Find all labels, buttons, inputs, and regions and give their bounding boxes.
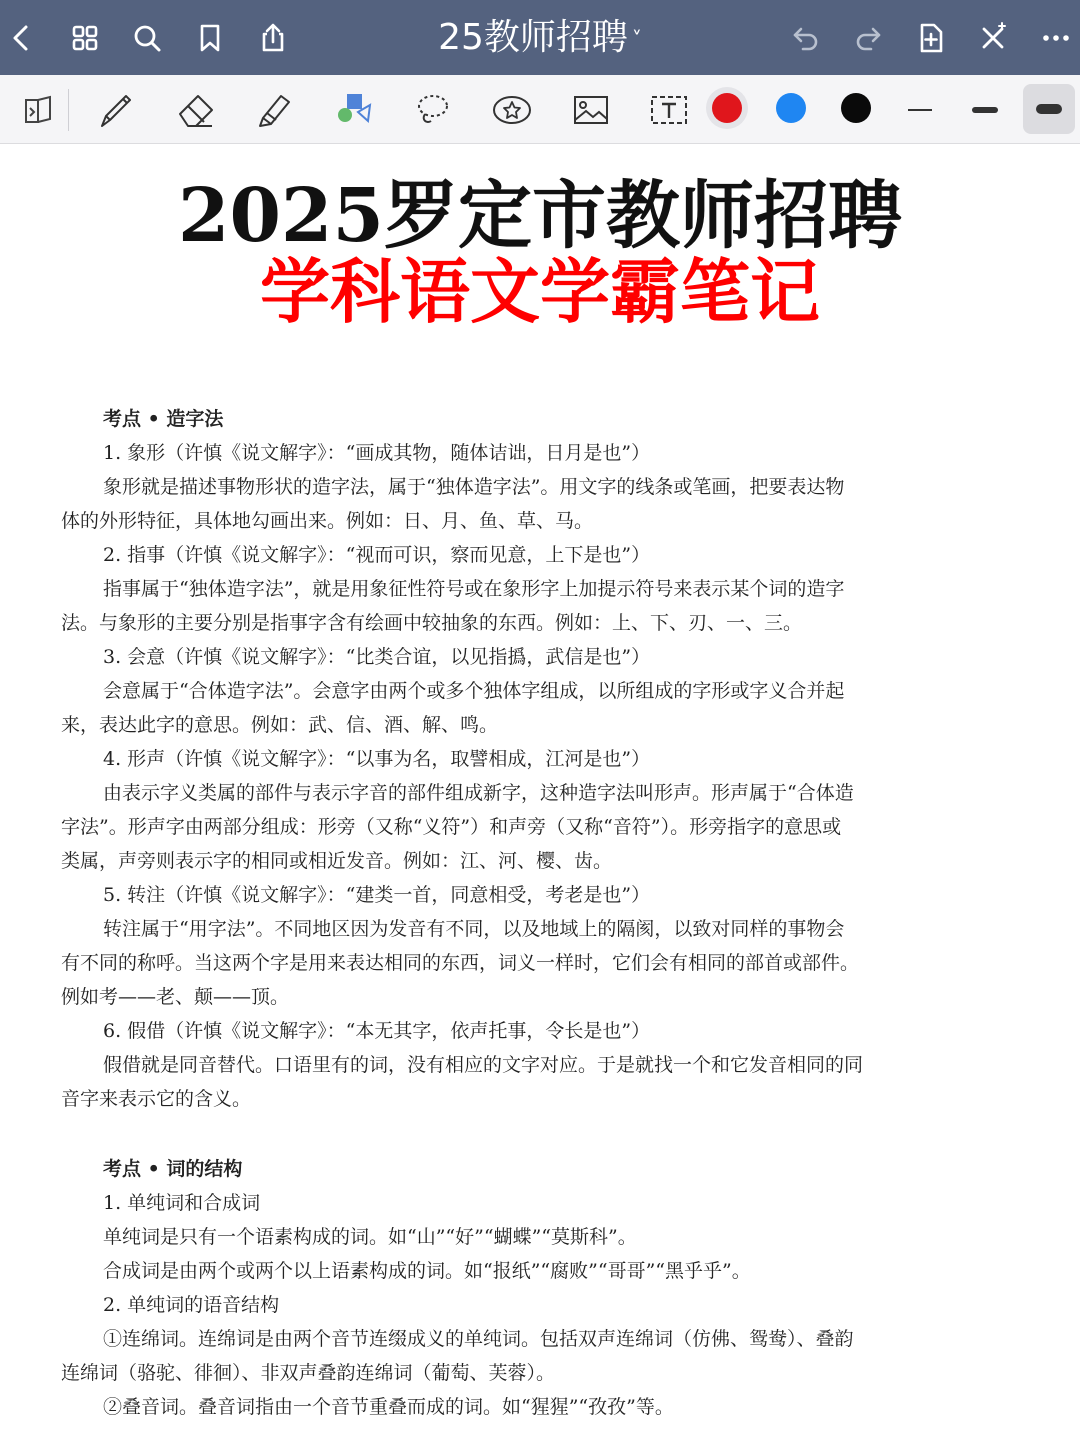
paragraph-line: 字法”。形声字由两部分组成：形旁（又称“义符”）和声旁（又称“音符”）。形旁指字的意思或 bbox=[61, 816, 842, 838]
chevron-down-icon: ˅ bbox=[631, 27, 642, 51]
paragraph-line: 连绵词（骆驼、徘徊）、非双声叠韵连绵词（葡萄、芙蓉）。 bbox=[61, 1362, 556, 1384]
eraser-tool-icon[interactable] bbox=[171, 87, 221, 133]
color-swatch-red[interactable] bbox=[712, 93, 742, 123]
section-gap bbox=[61, 1116, 961, 1152]
document-page[interactable] bbox=[0, 145, 1080, 1440]
document-title-text: 25教师招聘 bbox=[438, 17, 628, 58]
paragraph-line: 音字来表示它的含义。 bbox=[61, 1088, 252, 1110]
notes-body bbox=[61, 402, 961, 1424]
lasso-tool-icon[interactable] bbox=[408, 87, 458, 133]
paragraph-line: 由表示字义类属的部件与表示字音的部件组成新字，这种造字法叫形声。形声属于“合体造 bbox=[103, 782, 854, 804]
more-icon[interactable] bbox=[1036, 18, 1076, 58]
item-heading: 4. 形声（许慎《说文解字》：“以事为名，取譬相成，江河是也”） bbox=[103, 748, 651, 770]
paragraph-line: 法。与象形的主要分别是指事字含有绘画中较抽象的东西。例如：上、下、刃、一、三。 bbox=[61, 612, 803, 634]
read-mode-icon[interactable] bbox=[13, 87, 63, 133]
redo-icon[interactable] bbox=[848, 18, 888, 58]
page-title: 2025罗定市教师招聘 bbox=[178, 173, 902, 259]
toolbar-divider bbox=[68, 89, 69, 131]
item-heading: 1. 象形（许慎《说文解字》：“画成其物，随体诘诎，日月是也”） bbox=[103, 442, 651, 464]
paragraph-line: 合成词是由两个或两个以上语素构成的词。如“报纸”“腐败”“哥哥”“黑乎乎”。 bbox=[103, 1260, 751, 1282]
paragraph-line: 有不同的称呼。当这两个字是用来表达相同的东西，词义一样时，它们会有相同的部首或部件。 bbox=[61, 952, 860, 974]
paragraph-line: 类属，声旁则表示字的相同或相近发音。例如：江、河、樱、齿。 bbox=[61, 850, 613, 872]
app-bar bbox=[0, 0, 1080, 75]
item-heading: 3. 会意（许慎《说文解字》：“比类合谊，以见指撝，武信是也”） bbox=[103, 646, 651, 668]
image-tool-icon[interactable] bbox=[566, 87, 616, 133]
paragraph-line: ②叠音词。叠音词指由一个音节重叠而成的词。如“猩猩”“孜孜”等。 bbox=[103, 1396, 674, 1418]
item-heading: 1. 单纯词和合成词 bbox=[103, 1192, 261, 1214]
add-page-icon[interactable] bbox=[911, 18, 951, 58]
text-tool-icon[interactable] bbox=[644, 87, 694, 133]
page-subtitle: 学科语文学霸笔记 bbox=[260, 250, 820, 333]
drawing-toolbar bbox=[0, 75, 1080, 144]
item-heading: 2. 单纯词的语音结构 bbox=[103, 1294, 280, 1316]
color-swatch-black[interactable] bbox=[841, 93, 871, 123]
paragraph-line: 假借就是同音替代。口语里有的词，没有相应的文字对应。于是就找一个和它发音相同的同 bbox=[103, 1054, 864, 1076]
section-heading: 考点 • 造字法 bbox=[103, 408, 224, 430]
paragraph-line: 象形就是描述事物形状的造字法，属于“独体造字法”。用文字的线条或笔画，把要表达物 bbox=[103, 476, 845, 498]
pen-tool-icon[interactable] bbox=[91, 87, 141, 133]
undo-icon[interactable] bbox=[786, 18, 826, 58]
stroke-width-thin[interactable] bbox=[908, 109, 932, 111]
shapes-tool-icon[interactable] bbox=[329, 87, 379, 133]
paragraph-line: 转注属于“用字法”。不同地区因为发音有不同，以及地域上的隔阂，以致对同样的事物会 bbox=[103, 918, 845, 940]
paragraph-line: 会意属于“合体造字法”。会意字由两个或多个独体字组成，以所组成的字形或字义合并起 bbox=[103, 680, 845, 702]
paragraph-line: 单纯词是只有一个语素构成的词。如“山”“好”“蝴蝶”“莫斯科”。 bbox=[103, 1226, 637, 1248]
highlighter-tool-icon[interactable] bbox=[250, 87, 300, 133]
stroke-width-thick[interactable] bbox=[1036, 104, 1062, 114]
paragraph-line: 例如考——老、颠——顶。 bbox=[61, 986, 290, 1008]
paragraph-line: 来，表达此字的意思。例如：武、信、酒、解、鸣。 bbox=[61, 714, 499, 736]
stroke-width-medium[interactable] bbox=[972, 107, 998, 113]
color-swatch-blue[interactable] bbox=[776, 93, 806, 123]
paragraph-line: 体的外形特征，具体地勾画出来。例如：日、月、鱼、草、马。 bbox=[61, 510, 594, 532]
paragraph-line: 指事属于“独体造字法”，就是用象征性符号或在象形字上加提示符号来表示某个词的造字 bbox=[103, 578, 845, 600]
section-heading: 考点 • 词的结构 bbox=[103, 1158, 243, 1180]
item-heading: 2. 指事（许慎《说文解字》：“视而可识，察而见意，上下是也”） bbox=[103, 544, 651, 566]
paragraph-line: ①连绵词。连绵词是由两个音节连缀成义的单纯词。包括双声连绵词（仿佛、鸳鸯）、叠韵 bbox=[103, 1328, 854, 1350]
close-tools-icon[interactable] bbox=[973, 18, 1013, 58]
sticker-tool-icon[interactable] bbox=[487, 87, 537, 133]
item-heading: 5. 转注（许慎《说文解字》：“建类一首，同意相受，考老是也”） bbox=[103, 884, 651, 906]
item-heading: 6. 假借（许慎《说文解字》：“本无其字，依声托事，令长是也”） bbox=[103, 1020, 651, 1042]
